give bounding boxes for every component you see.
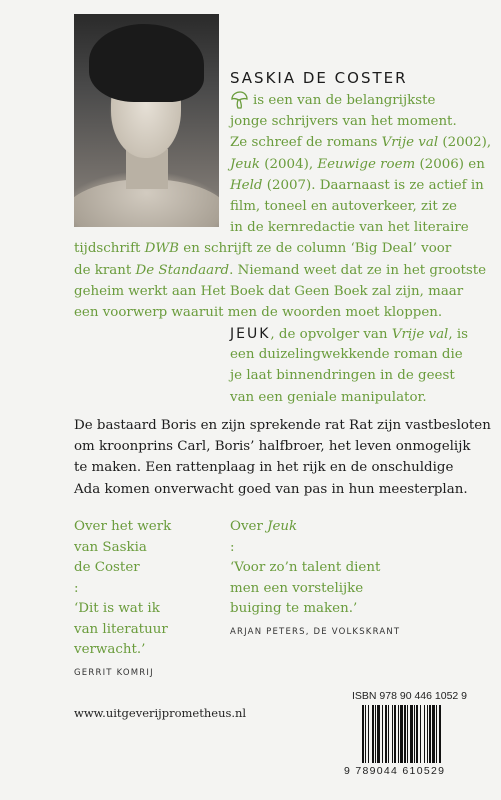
- book-line: JEUK, de opvolger van Vrije val, is: [230, 326, 469, 342]
- synopsis-line: Ada komen onverwacht goed van pas in hun meesterplan.: [74, 481, 468, 497]
- bio-line: jonge schrijvers van het moment.: [230, 114, 457, 130]
- synopsis-line: De bastaard Boris en zijn sprekende rat Rat zijn vastbesloten: [74, 418, 491, 433]
- quote-text-line: verwacht.’: [74, 642, 146, 657]
- synopsis-line: te maken. Een rattenplaag in het rijk en de onschuldige: [74, 460, 454, 476]
- book-line: van een geniale manipulator.: [230, 389, 427, 405]
- quote-heading-line: Over Jeuk: [230, 519, 298, 534]
- mushroom-logo-icon: [229, 90, 249, 110]
- quote-source: ARJAN PETERS, DE VOLKSKRANT: [230, 626, 401, 637]
- quote-text-line: men een vorstelijke: [230, 580, 364, 596]
- quote-colon: :: [230, 539, 235, 555]
- synopsis-line: om kroonprins Carl, Boris’ halfbroer, het leven onmogelijk: [74, 439, 471, 455]
- bio-line: in de kernredactie van het literaire: [230, 220, 469, 236]
- author-photo: [74, 14, 219, 227]
- quote-heading-line: van Saskia: [74, 539, 147, 555]
- barcode: [360, 705, 470, 763]
- quote-text-line: buiging te maken.’: [230, 601, 358, 616]
- bio-line: tijdschrift DWB en schrijft ze de column ‘Big Deal’ voor: [74, 241, 452, 257]
- quote-heading-line: Over het werk: [74, 519, 172, 534]
- bio-line: de krant De Standaard. Niemand weet dat ze in het grootste: [74, 262, 487, 278]
- quote-text-line: ‘Dit is wat ik: [74, 601, 160, 616]
- author-name: SASKIA DE COSTER: [230, 69, 408, 87]
- bio-line: Ze schreef de romans Vrije val (2002),: [230, 135, 492, 151]
- barcode-number: 9 789044 610529: [344, 765, 446, 777]
- bio-line: geheim werkt aan Het Boek dat Geen Boek zal zijn, maar: [74, 283, 464, 299]
- quote-colon: :: [74, 580, 79, 596]
- bio-line: is een van de belangrijkste: [253, 93, 436, 108]
- quote-source: GERRIT KOMRIJ: [74, 667, 154, 678]
- bio-line: Held (2007). Daarnaast is ze actief in: [230, 177, 484, 193]
- isbn-text: ISBN 978 90 446 1052 9: [352, 690, 468, 702]
- bio-line: een voorwerp waaruit men de woorden moet kloppen.: [74, 305, 443, 320]
- book-line: een duizelingwekkende roman die: [230, 347, 463, 363]
- quote-text-line: ‘Voor zo’n talent dient: [230, 560, 381, 575]
- quote-text-line: van literatuur: [74, 621, 168, 637]
- bio-line: Jeuk (2004), Eeuwige roem (2006) en: [230, 156, 485, 172]
- quote-heading-line: de Coster: [74, 560, 140, 575]
- book-line: je laat binnendringen in de geest: [230, 368, 455, 384]
- bio-line: film, toneel en autoverkeer, zit ze: [230, 199, 457, 214]
- publisher-website[interactable]: www.uitgeverijprometheus.nl: [74, 706, 247, 720]
